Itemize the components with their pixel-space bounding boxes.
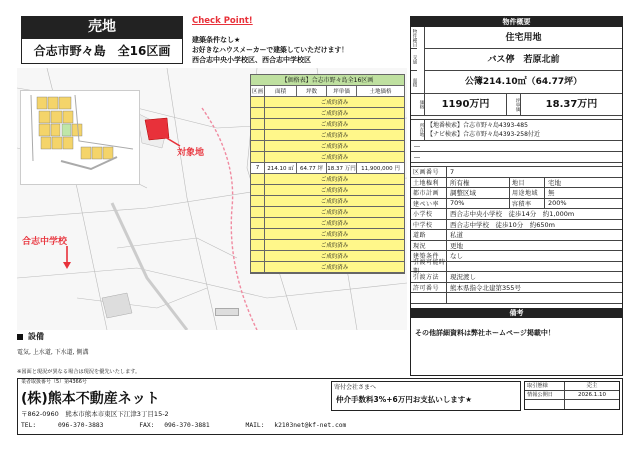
search-block xyxy=(411,119,622,141)
fact-value: 更地 xyxy=(450,241,463,250)
search-lot-number: 【地番検索】合志市野々島4393-485 xyxy=(427,122,528,129)
lot-table-title: 【価格表】合志市野々島全16区画 xyxy=(251,75,404,86)
lot-sold-status: ご成約済み xyxy=(320,265,349,271)
lot-row xyxy=(251,196,404,207)
search-navi: 【ナビ検索】合志市野々島4393-258付近 xyxy=(427,131,540,138)
lot-inset-map xyxy=(20,90,140,185)
lot-no: 7 xyxy=(251,163,265,173)
remarks-title: 備考 xyxy=(411,308,622,318)
lot-sold-status: ご成約済み xyxy=(320,210,349,216)
lot-rows xyxy=(251,97,404,273)
price-row xyxy=(411,94,622,116)
fact-label xyxy=(411,293,447,303)
lot-area: 214.10 ㎡ xyxy=(265,163,297,173)
fact-value-2: 宅地 xyxy=(548,178,561,187)
lot-row xyxy=(251,108,404,119)
checkpoint-line-1: 建築条件なし★ xyxy=(192,36,241,44)
fact-value: 70% xyxy=(450,199,465,208)
lot-row xyxy=(251,185,404,196)
unit-price-label: 坪単価 xyxy=(507,94,521,115)
lot-row xyxy=(251,141,404,152)
lot-sold-status: ご成約済み xyxy=(320,155,349,161)
lot-no xyxy=(251,196,265,206)
lot-no xyxy=(251,262,265,272)
overview-panel xyxy=(410,16,623,376)
checkpoint-line-2: お好きなハウスメーカーで建築していただけます！ xyxy=(192,46,348,54)
fact-value: 西合志中央小学校 徒歩14分 約1,000m xyxy=(450,210,575,219)
fact-row xyxy=(411,283,622,294)
fact-label: 現況 xyxy=(411,241,447,251)
fact-label: 引渡方法 xyxy=(411,272,447,282)
lot-row xyxy=(251,163,404,174)
fact-label: 建築条件 xyxy=(411,251,447,261)
fee-meta-row xyxy=(525,391,619,400)
agency-name: (株)熊本不動産ネット xyxy=(21,391,160,407)
vlabel-type: 物件種目 xyxy=(411,27,417,49)
fact-value: 調整区域 xyxy=(450,189,476,198)
price-label: 価格 xyxy=(411,94,425,115)
lot-row xyxy=(251,119,404,130)
lot-no xyxy=(251,185,265,195)
fact-row xyxy=(411,293,622,304)
tel-label: TEL: xyxy=(21,422,37,429)
fact-label: 中学校 xyxy=(411,220,447,230)
property-station: バス停 若原北前 xyxy=(425,49,622,71)
overview-title: 物件概要 xyxy=(411,17,622,27)
fact-row xyxy=(411,209,622,220)
lot-row xyxy=(251,240,404,251)
lot-row xyxy=(251,229,404,240)
lot-col-price: 土地価格 xyxy=(369,89,392,95)
fact-row xyxy=(411,241,622,252)
lot-no xyxy=(251,251,265,261)
location-title: 合志市野々島 全16区画 xyxy=(21,38,183,64)
facilities-heading xyxy=(17,331,407,342)
target-site-label: 対象地 xyxy=(177,148,205,158)
school-arrow-icon xyxy=(57,244,77,270)
lot-sold-status: ご成約済み xyxy=(320,199,349,205)
price-value: 1190万円 xyxy=(425,94,507,115)
facilities-text: 電気, 上水道, 下水道, 側溝 xyxy=(17,349,89,356)
lot-sold-status: ご成約済み xyxy=(320,100,349,106)
fact-value: なし xyxy=(450,252,463,261)
agency-contact xyxy=(21,422,346,429)
lot-table-header xyxy=(251,86,404,97)
footnote: ※図面と現況が異なる場合は現況を優先いたします。 xyxy=(17,369,141,375)
lot-sold-status: ご成約済み xyxy=(320,221,349,227)
lot-row xyxy=(251,97,404,108)
overview-vertical-labels xyxy=(411,27,425,93)
overview-key-block xyxy=(411,27,622,94)
facilities-square-icon xyxy=(17,334,23,340)
lot-sold-status: ご成約済み xyxy=(320,254,349,260)
agency-box xyxy=(17,378,623,435)
property-area: 公簿214.10㎡（64.77坪） xyxy=(464,77,583,87)
fact-label: 小学校 xyxy=(411,209,447,219)
lot-row xyxy=(251,251,404,262)
fact-value-2: 200% xyxy=(548,199,567,208)
fact-label-2: 地目 xyxy=(509,178,545,188)
fact-value: 熊本県指令北建第355号 xyxy=(450,283,521,292)
fee-meta-label: 情報公開日 xyxy=(525,391,565,399)
agency-address: 〒862-0960 熊本市熊本市東区下江津3丁目15-2 xyxy=(21,410,169,418)
fee-title: 寄付会社さまへ xyxy=(334,384,377,391)
lot-row xyxy=(251,218,404,229)
extra-row: ― xyxy=(411,152,622,163)
fee-meta-label xyxy=(525,400,565,409)
lot-sold-status: ご成約済み xyxy=(320,243,349,249)
lot-no xyxy=(251,207,265,217)
fact-label: 引渡可能時期 xyxy=(413,259,446,276)
fax-label: FAX: xyxy=(139,422,155,429)
lot-no xyxy=(251,152,265,162)
lot-no xyxy=(251,229,265,239)
fee-text: 仲介手数料3%+6万円お支払いします★ xyxy=(336,395,472,404)
lot-sold-status: ご成約済み xyxy=(320,177,349,183)
unit-price-value: 18.37万円 xyxy=(545,99,598,110)
lot-sold-status: ご成約済み xyxy=(320,111,349,117)
fact-value: 現況渡し xyxy=(450,273,476,282)
lot-price: 11,900,000 円 xyxy=(361,166,400,172)
extra-row: ― xyxy=(411,141,622,152)
lot-no xyxy=(251,218,265,228)
fact-value: 西合志中学校 徒歩10分 約650m xyxy=(450,220,556,229)
lot-col-unit: 坪単価 xyxy=(327,86,357,96)
lot-sold-status: ご成約済み xyxy=(320,133,349,139)
fact-row xyxy=(411,178,622,189)
fact-label: 都市計画 xyxy=(411,188,447,198)
lot-row xyxy=(251,207,404,218)
map-road-marker xyxy=(215,308,239,316)
vlabel-area: 面積 xyxy=(412,77,417,87)
lot-no xyxy=(251,130,265,140)
fact-row xyxy=(411,259,622,276)
lot-unit-price: 18.37 万円 xyxy=(327,163,357,173)
lot-no xyxy=(251,240,265,250)
lot-sold-status: ご成約済み xyxy=(320,122,349,128)
fact-value-2: 無 xyxy=(548,189,555,198)
vlabel-station: 交通 xyxy=(411,49,417,71)
fact-row xyxy=(411,230,622,241)
fact-value: 7 xyxy=(450,167,455,176)
school-label: 合志中学校 xyxy=(22,237,68,247)
lot-row xyxy=(251,174,404,185)
mail-label: MAIL: xyxy=(245,422,265,429)
target-arrow-icon xyxy=(152,128,182,150)
fact-value: 所有権 xyxy=(450,178,470,187)
remarks-text: その他詳細資料は弊社ホームページ掲載中！ xyxy=(415,328,555,337)
sale-badge: 売地 xyxy=(21,16,183,38)
lot-no xyxy=(251,108,265,118)
lot-row xyxy=(251,262,404,273)
lot-sold-status: ご成約済み xyxy=(320,144,349,150)
facts-table xyxy=(411,166,622,304)
lot-row xyxy=(251,130,404,141)
checkpoint xyxy=(192,16,402,65)
lot-no xyxy=(251,97,265,107)
lot-col-tsubo: 坪数 xyxy=(297,86,327,96)
lot-layout xyxy=(21,91,141,186)
lot-price-table xyxy=(250,74,405,274)
fax-number: 096-370-3881 xyxy=(164,422,210,429)
facilities-title: 設備 xyxy=(28,332,44,341)
fact-value: 私道 xyxy=(450,231,463,240)
map xyxy=(17,68,407,330)
checkpoint-line-3: 西合志中央小学校区、西合志中学校区 xyxy=(192,56,311,64)
checkpoint-title: Check Point! xyxy=(192,16,253,26)
lot-sold-status: ご成約済み xyxy=(320,188,349,194)
fee-meta-value xyxy=(565,400,619,409)
fact-row xyxy=(411,167,622,178)
lot-col-area: 面積 xyxy=(265,86,297,96)
agency-license: 業者取扱番号（5）第4366号 xyxy=(21,379,87,385)
lot-no xyxy=(251,119,265,129)
fact-label: 許可番号 xyxy=(411,283,447,293)
search-label: 所在地 xyxy=(411,120,425,140)
tel-number: 096-370-3883 xyxy=(57,422,104,429)
fee-meta-label: 取引態様 xyxy=(525,382,565,390)
property-type: 住宅用地 xyxy=(425,27,622,49)
fee-meta-row xyxy=(525,400,619,409)
fee-meta-row xyxy=(525,382,619,391)
fee-meta-value: 売主 xyxy=(586,383,598,389)
lot-tsubo: 64.77 坪 xyxy=(297,163,327,173)
lot-row xyxy=(251,152,404,163)
lot-no xyxy=(251,141,265,151)
fact-label-2: 容積率 xyxy=(509,199,545,209)
mail-address: k2103net@kf-net.com xyxy=(274,422,347,429)
fee-box xyxy=(331,381,521,411)
fact-row xyxy=(411,220,622,231)
fact-label-2: 用途地域 xyxy=(509,188,545,198)
fact-label: 建ぺい率 xyxy=(411,199,447,209)
fee-meta-value: 2026.1.10 xyxy=(578,392,606,398)
facilities-section xyxy=(17,331,407,356)
lot-no xyxy=(251,174,265,184)
fact-label: 道路 xyxy=(411,230,447,240)
fact-row xyxy=(411,188,622,199)
fact-row xyxy=(411,272,622,283)
fact-row xyxy=(411,199,622,210)
lot-col-no: 区画 xyxy=(251,86,265,96)
fact-label: 土地権利 xyxy=(411,178,447,188)
fact-label: 区画番号 xyxy=(411,167,447,177)
lot-sold-status: ご成約済み xyxy=(320,232,349,238)
fee-meta-table xyxy=(524,381,620,410)
